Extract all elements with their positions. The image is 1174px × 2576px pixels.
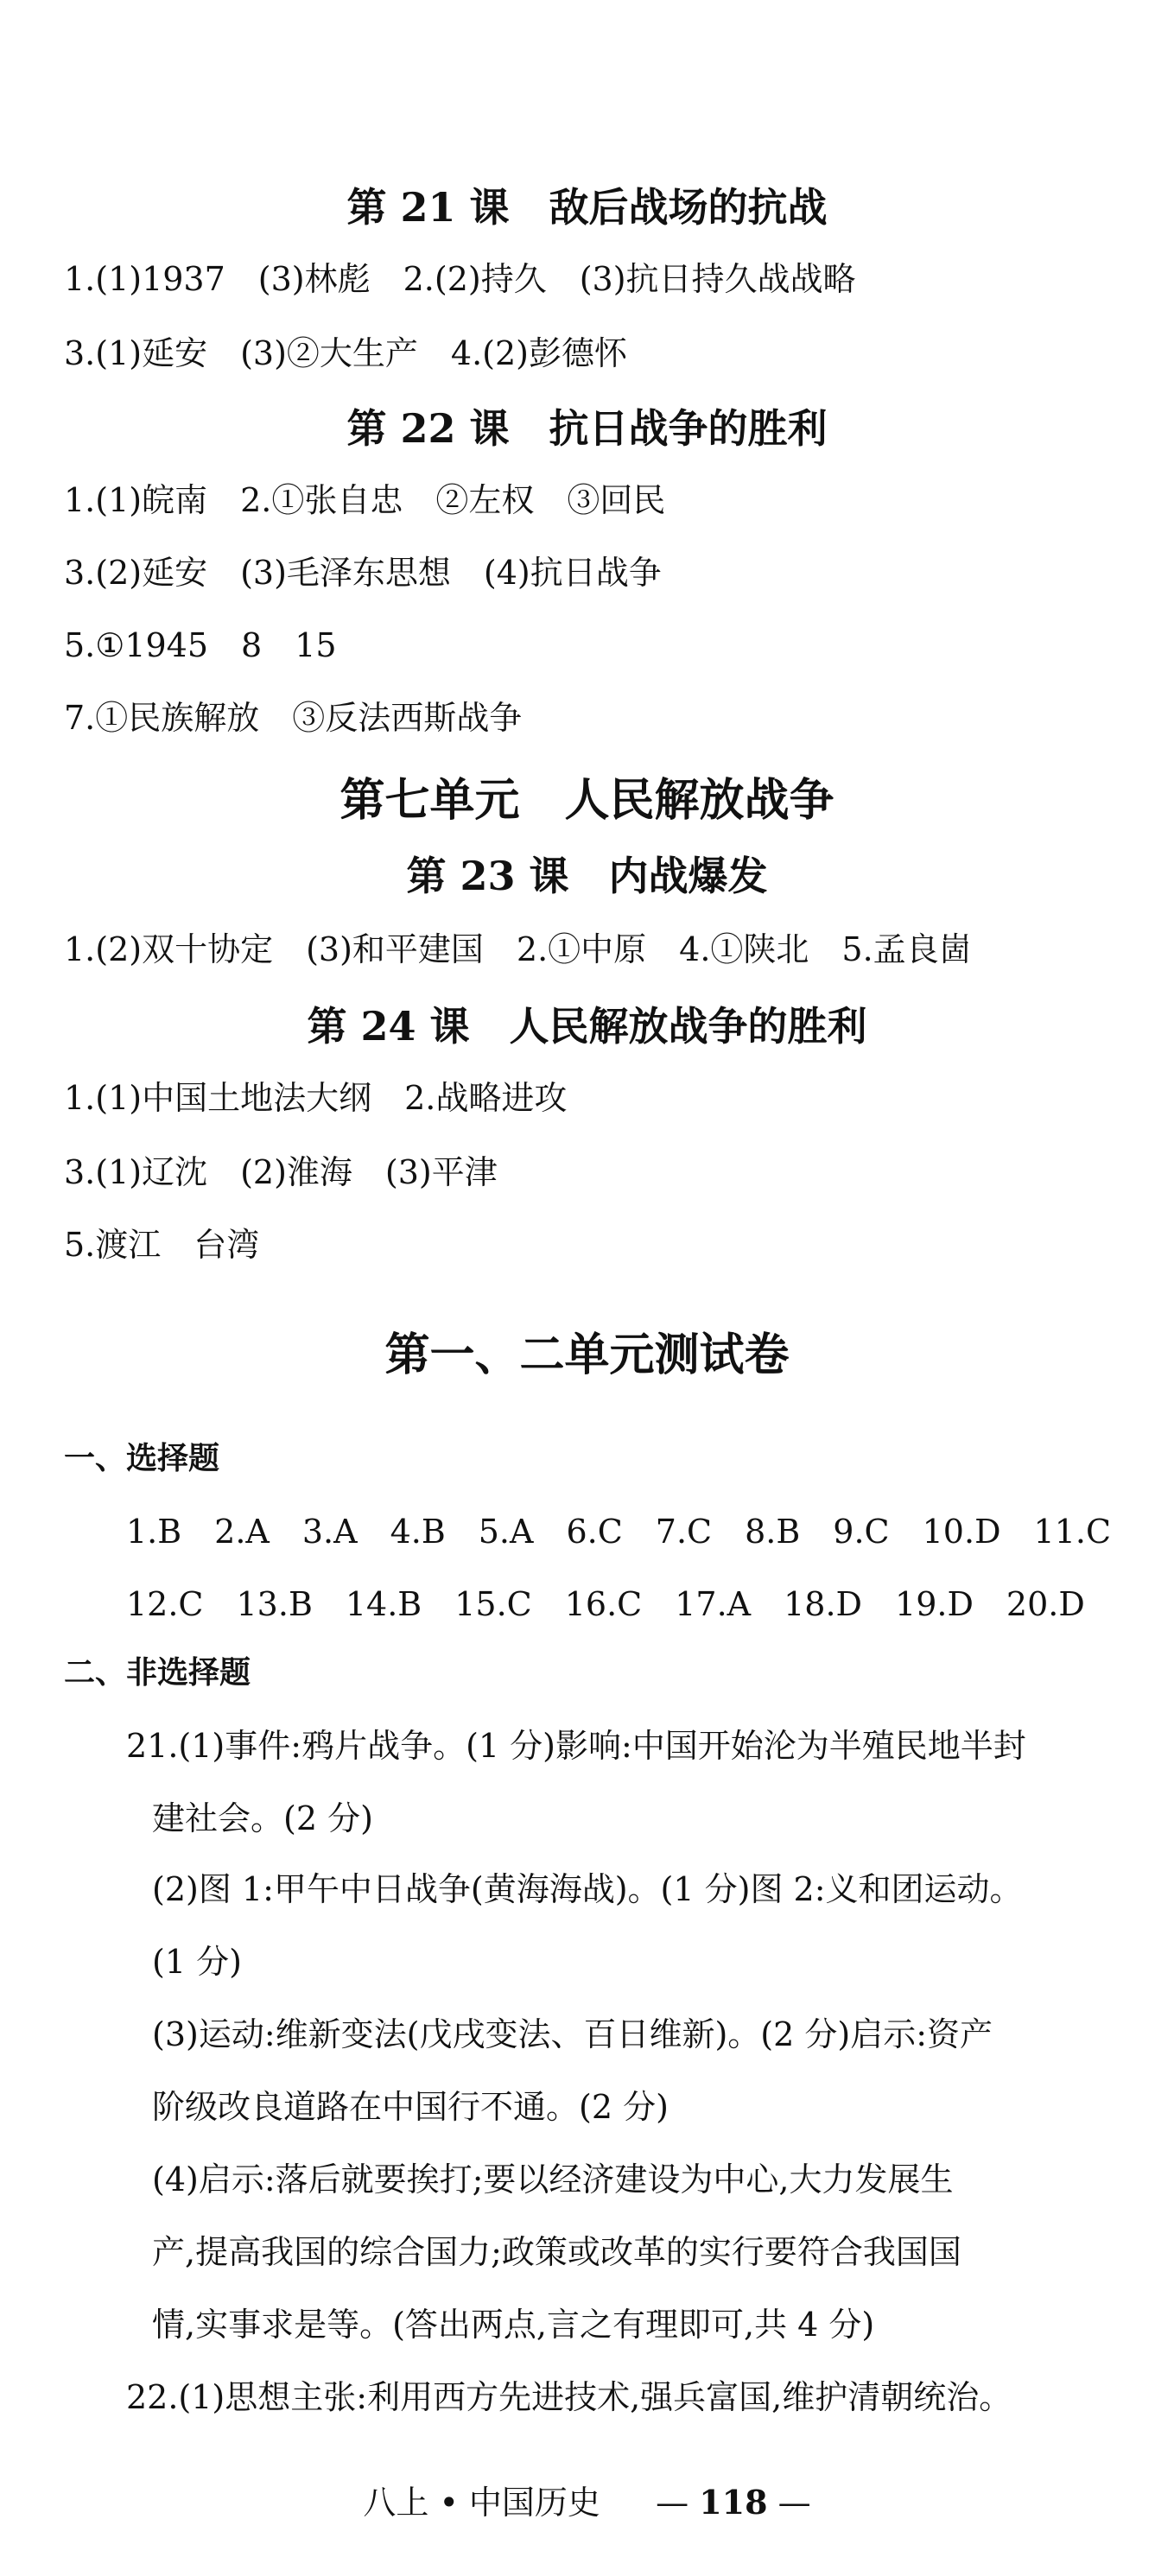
- lesson-21-title: 第 21 课 敌后战场的抗战: [346, 184, 828, 231]
- q21-answer-line: (1 分): [152, 1943, 242, 1981]
- q21-answer-line: 产,提高我国的综合国力;政策或改革的实行要符合我国国: [152, 2233, 961, 2271]
- footer-subject: 八上 • 中国历史: [363, 2484, 600, 2522]
- q21-answer-line: 阶级改良道路在中国行不通。(2 分): [152, 2088, 669, 2126]
- q21-answer-line: 情,实事求是等。(答出两点,言之有理即可,共 4 分): [152, 2306, 875, 2344]
- q21-answer-line: (3)运动:维新变法(戊戌变法、百日维新)。(2 分)启示:资产: [152, 2015, 993, 2053]
- lesson-24-answer-line: 3.(1)辽沈 (2)淮海 (3)平津: [64, 1153, 498, 1191]
- footer-dash-right: —: [777, 2484, 811, 2522]
- lesson-24-answer-line: 1.(1)中国土地法大纲 2.战略进攻: [64, 1079, 568, 1117]
- q21-answer-line: 21.(1)事件:鸦片战争。(1 分)影响:中国开始沦为半殖民地半封: [126, 1727, 1026, 1765]
- lesson-21-answer-line: 1.(1)1937 (3)林彪 2.(2)持久 (3)抗日持久战战略: [64, 260, 856, 298]
- q21-answer-line: (2)图 1:甲午中日战争(黄海海战)。(1 分)图 2:义和团运动。: [152, 1870, 1023, 1908]
- page-footer: [0, 2476, 1174, 2523]
- lesson-24-title: 第 24 课 人民解放战争的胜利: [307, 1003, 867, 1050]
- section-choice-heading: 一、选择题: [64, 1441, 220, 1476]
- page-number: 118: [699, 2483, 768, 2522]
- unit-7-title: 第七单元 人民解放战争: [340, 774, 834, 827]
- choice-answers-row: 12.C 13.B 14.B 15.C 16.C 17.A 18.D 19.D 20.D: [126, 1585, 1085, 1623]
- q22-answer-line: 22.(1)思想主张:利用西方先进技术,强兵富国,维护清朝统治。: [126, 2378, 1012, 2416]
- q21-answer-line: 建社会。(2 分): [152, 1799, 373, 1837]
- lesson-22-answer-line: 5.①1945 8 15: [64, 626, 337, 664]
- lesson-23-title: 第 23 课 内战爆发: [406, 853, 768, 899]
- lesson-22-answer-line: 3.(2)延安 (3)毛泽东思想 (4)抗日战争: [64, 554, 662, 592]
- footer-dash-left: —: [656, 2484, 689, 2522]
- q21-answer-line: (4)启示:落后就要挨打;要以经济建设为中心,大力发展生: [152, 2160, 954, 2198]
- choice-answers-row: 1.B 2.A 3.A 4.B 5.A 6.C 7.C 8.B 9.C 10.D 11.C: [126, 1513, 1112, 1551]
- lesson-22-answer-line: 1.(1)皖南 2.①张自忠 ②左权 ③回民: [64, 481, 666, 519]
- lesson-22-title: 第 22 课 抗日战争的胜利: [346, 405, 828, 452]
- exam-title: 第一、二单元测试卷: [384, 1329, 790, 1381]
- lesson-21-answer-line: 3.(1)延安 (3)②大生产 4.(2)彭德怀: [64, 334, 627, 372]
- lesson-22-answer-line: 7.①民族解放 ③反法西斯战争: [64, 699, 523, 737]
- lesson-23-answer-line: 1.(2)双十协定 (3)和平建国 2.①中原 4.①陕北 5.孟良崮: [64, 930, 972, 968]
- section-nonchoice-heading: 二、非选择题: [64, 1655, 251, 1691]
- lesson-24-answer-line: 5.渡江 台湾: [64, 1226, 260, 1264]
